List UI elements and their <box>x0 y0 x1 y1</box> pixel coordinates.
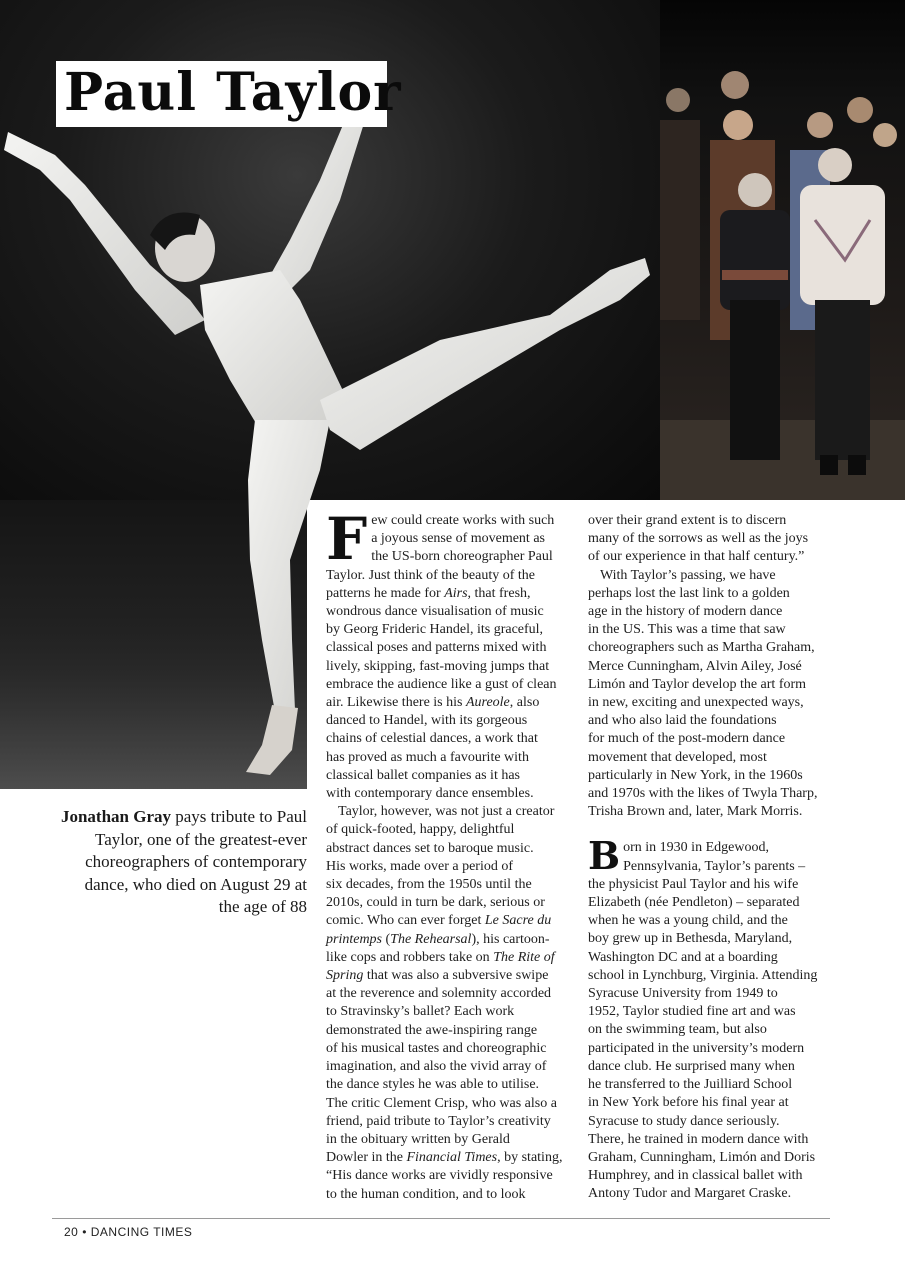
text-line: danced to Handel, with its gorgeous <box>326 713 528 729</box>
text-line: particularly in New York, in the 1960s <box>588 767 803 783</box>
page-number: 20 <box>64 1225 79 1239</box>
text-line: six decades, from the 1950s until the <box>326 877 532 893</box>
publication-ft: Financial Times <box>406 1150 498 1166</box>
text-line: Spring that was also a subversive swipe <box>326 968 549 984</box>
text-line: the dance styles he was able to utilise. <box>326 1077 540 1093</box>
text-line: in New York before his final year at <box>588 1095 789 1111</box>
text-line: classical poses and patterns mixed with <box>326 640 547 656</box>
text-line: has proved as much a favourite with <box>326 749 529 765</box>
text-line: with contemporary dance ensembles. <box>326 786 534 802</box>
text-line: on the swimming team, but also <box>588 1022 767 1038</box>
text-line: like cops and robbers take on The Rite of <box>326 949 555 965</box>
text-line: 1952, Taylor studied fine art and was <box>588 1004 796 1020</box>
text-line: patterns he made for Airs, that fresh, <box>326 585 531 601</box>
text-line: Graham, Cunningham, Limón and Doris <box>588 1149 816 1165</box>
text-line: Syracuse to study dance seriously. <box>588 1113 780 1129</box>
text-line: to the human condition, and to look <box>326 1186 526 1202</box>
text-line: friend, paid tribute to Taylor’s creativity <box>326 1113 551 1129</box>
article-column-1 <box>326 505 576 1204</box>
standfirst <box>60 806 307 919</box>
text-line: a joyous sense of movement as <box>371 531 545 547</box>
text-line: Pennsylvania, Taylor’s parents – <box>623 858 806 874</box>
text-line: ew could create works with such <box>371 513 555 528</box>
title-banner <box>56 61 402 127</box>
text-line: for much of the post-modern dance <box>588 731 786 747</box>
footer-rule <box>52 1218 830 1219</box>
text-line: Syracuse University from 1949 to <box>588 986 778 1002</box>
work-title-aureole: Aureole <box>465 695 510 711</box>
text-line: he transferred to the Juilliard School <box>588 1077 793 1093</box>
text-line: of his musical tastes and choreographic <box>326 1040 547 1056</box>
text-line: and who also laid the foundations <box>588 713 777 729</box>
text-line: in new, exciting and unexpected ways, <box>588 695 804 711</box>
text-line: air. Likewise there is his Aureole, also <box>326 695 540 711</box>
text-line: Limón and Taylor develop the art form <box>588 676 807 692</box>
text-line: perhaps lost the last link to a golden <box>588 585 790 601</box>
text-line: comic. Who can ever forget Le Sacre du <box>326 913 552 929</box>
drop-cap-b: B <box>588 833 621 879</box>
publication-name: DANCING TIMES <box>90 1225 193 1239</box>
text-line: participated in the university’s modern <box>588 1040 805 1056</box>
audience-photo <box>660 0 905 500</box>
text-line: printemps (The Rehearsal), his cartoon- <box>326 931 550 947</box>
text-line: Washington DC and at a boarding <box>588 949 778 965</box>
article-column-2 <box>588 512 838 1204</box>
article-title: Paul Taylor <box>64 62 402 123</box>
text-line: and 1970s with the likes of Twyla Tharp, <box>588 786 818 802</box>
text-line: abstract dances set to baroque music. <box>326 840 534 856</box>
text-line: at the reverence and solemnity accorded <box>326 986 552 1002</box>
text-line: wondrous dance visualisation of music <box>326 604 544 620</box>
text-line: boy grew up in Bethesda, Maryland, <box>588 931 793 947</box>
text-line: Merce Cunningham, Alvin Ailey, José <box>588 658 802 674</box>
text-line: school in Lynchburg, Virginia. Attending <box>588 967 818 983</box>
text-line: Taylor. Just think of the beauty of the <box>326 567 535 583</box>
text-line: chains of celestial dances, a work that <box>326 731 538 747</box>
text-line: classical ballet companies as it has <box>326 767 520 783</box>
text-line: dance club. He surprised many when <box>588 1058 795 1074</box>
author-name: Jonathan Gray <box>60 807 172 826</box>
work-title-airs: Airs <box>444 585 468 601</box>
text-line: movement that developed, most <box>588 749 767 765</box>
text-line: Antony Tudor and Margaret Craske. <box>588 1186 792 1202</box>
text-line: in the US. This was a time that saw <box>588 622 786 638</box>
text-line: The critic Clement Crisp, who was also a <box>326 1095 557 1111</box>
text-line: orn in 1930 in Edgewood, <box>623 840 769 856</box>
text-line: There, he trained in modern dance with <box>588 1131 809 1147</box>
text-line: Elizabeth (née Pendleton) – separated <box>588 895 800 911</box>
text-line: of quick-footed, happy, delightful <box>326 822 515 838</box>
standfirst-text: pays tribute to Paul Taylor, one of the greatest-ever choreographers of contemporary dance, who died on August 29 at the age of 88 <box>84 807 307 916</box>
text-line: imagination, and also the vivid array of <box>326 1059 547 1075</box>
text-line: in the obituary written by Gerald <box>326 1131 510 1147</box>
drop-cap-f: F <box>326 505 368 573</box>
text-line: His works, made over a period of <box>326 858 514 874</box>
text-line: Humphrey, and in classical ballet with <box>588 1168 803 1184</box>
page-footer <box>64 1225 192 1239</box>
work-title-rite: The Rite of <box>493 949 555 965</box>
text-line: the US-born choreographer Paul <box>371 549 553 565</box>
footer-bullet: • <box>82 1225 87 1239</box>
text-line: age in the history of modern dance <box>588 604 783 620</box>
audience-figures <box>660 0 905 500</box>
text-line: to Stravinsky’s ballet? Each work <box>326 1004 515 1020</box>
text-line: choreographers such as Martha Graham, <box>588 640 815 656</box>
text-line: embrace the audience like a gust of clean <box>326 676 557 692</box>
work-title-le-sacre: Le Sacre du <box>484 913 552 929</box>
text-line: many of the sorrows as well as the joys <box>588 531 809 547</box>
text-line: demonstrated the awe-inspiring range <box>326 1022 538 1038</box>
text-line: Dowler in the Financial Times, by stating, <box>326 1150 563 1166</box>
text-line: when he was a young child, and the <box>588 913 788 929</box>
text-line: “His dance works are vividly responsive <box>326 1168 553 1184</box>
text-line: 2010s, could in turn be dark, serious or <box>326 895 545 911</box>
text-line: over their grand extent is to discern <box>588 513 787 528</box>
text-line: of our experience in that half century.” <box>588 549 805 565</box>
text-line: With Taylor’s passing, we have <box>600 567 776 583</box>
text-line: by Georg Frideric Handel, its graceful, <box>326 622 544 638</box>
text-line: lively, skipping, fast-moving jumps that <box>326 658 550 674</box>
text-line: Taylor, however, was not just a creator <box>338 804 555 820</box>
text-line: the physicist Paul Taylor and his wife <box>588 876 799 892</box>
text-line: Trisha Brown and, later, Mark Morris. <box>588 804 803 820</box>
